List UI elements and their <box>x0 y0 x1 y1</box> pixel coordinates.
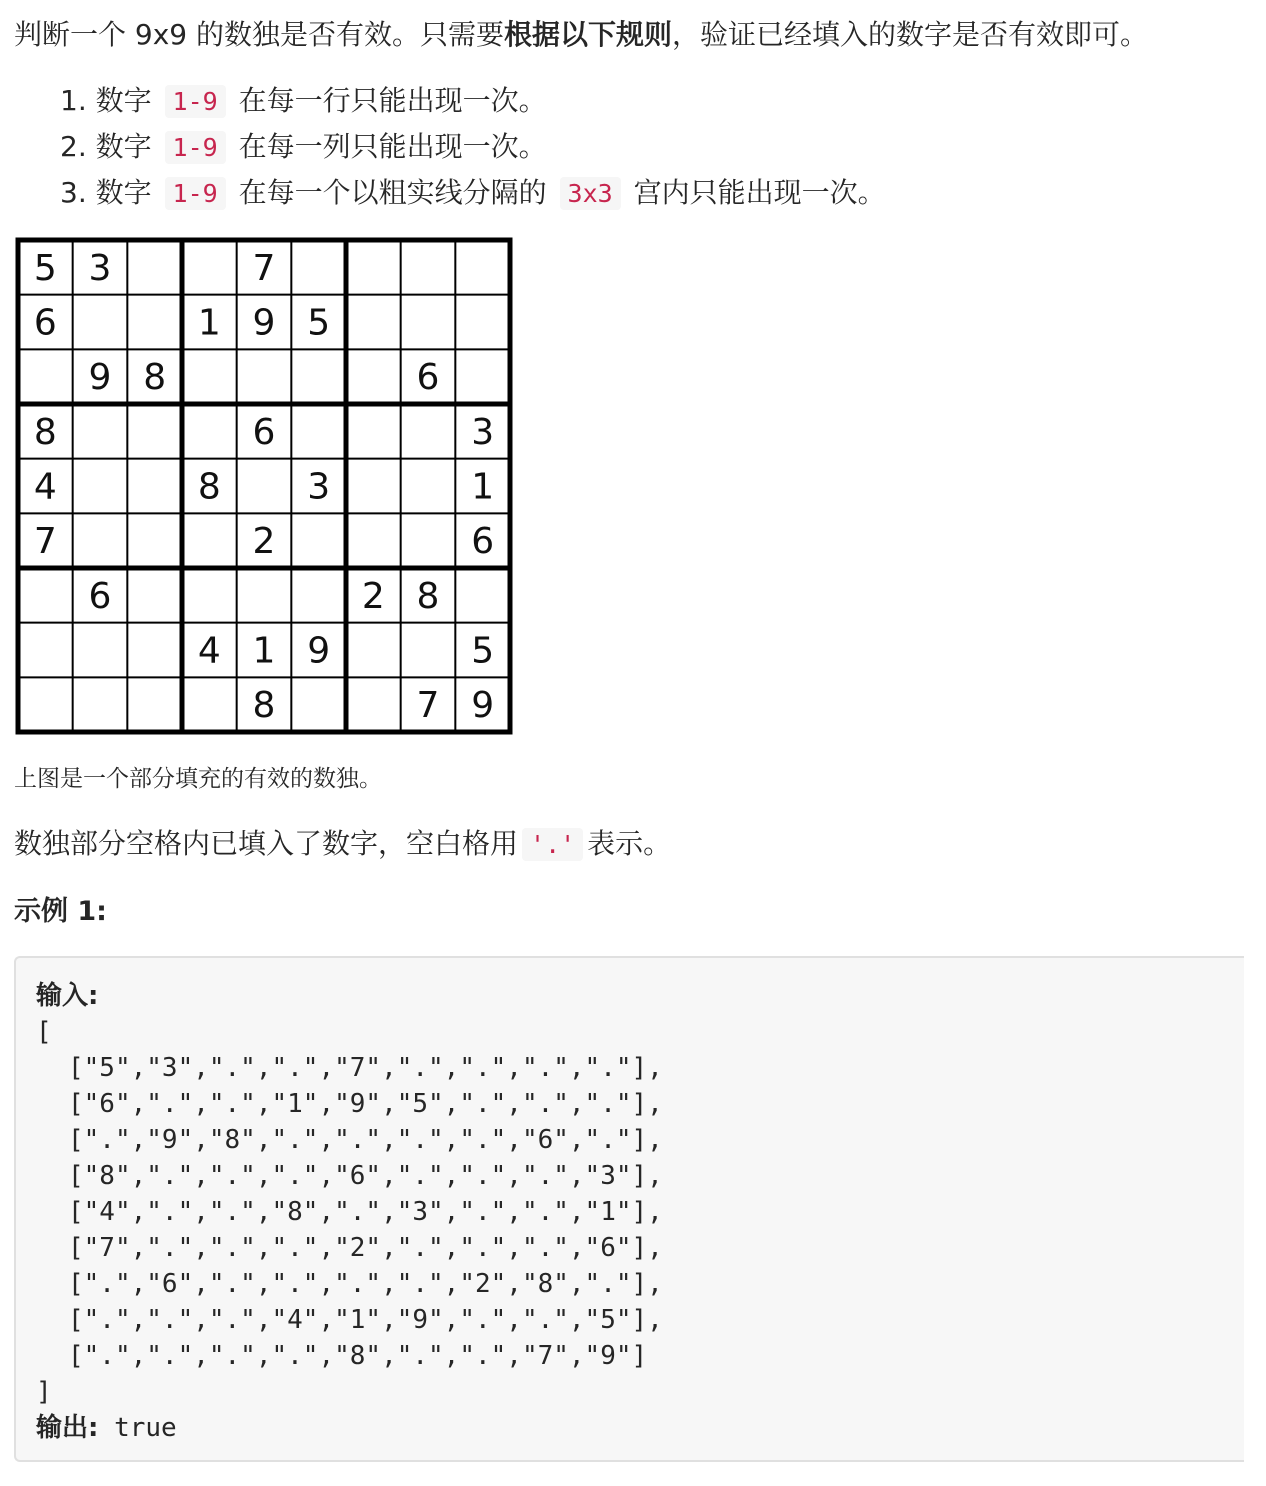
input-label: 输入: <box>36 981 99 1011</box>
sudoku-cell-digit: 3 <box>88 247 112 289</box>
output-label: 输出: <box>36 1413 99 1443</box>
sudoku-cell-digit: 8 <box>252 685 276 727</box>
example-row-line: [".",".",".","4","1","9",".",".","5"], <box>68 1305 663 1335</box>
sudoku-cell-digit: 1 <box>197 302 221 344</box>
sudoku-cell-digit: 3 <box>471 411 495 453</box>
sudoku-cell-digit: 2 <box>361 575 385 617</box>
rule-text: 数字 <box>95 130 152 163</box>
rule-number: 1. <box>60 84 87 117</box>
sudoku-cell-digit: 6 <box>471 521 495 563</box>
sudoku-cell-digit: 7 <box>416 685 440 727</box>
blank-cell-note <box>14 822 671 867</box>
rules-list <box>60 78 886 216</box>
sudoku-cell-digit: 9 <box>88 357 112 399</box>
sudoku-cell-digit: 6 <box>416 357 440 399</box>
sudoku-cell-digit: 5 <box>471 630 495 672</box>
sudoku-cell-digit: 2 <box>252 521 276 563</box>
inline-code: '.' <box>522 828 583 861</box>
sudoku-cell-digit: 6 <box>88 575 112 617</box>
problem-intro <box>14 14 1148 56</box>
rule-item <box>60 78 886 124</box>
sudoku-cell-digit: 9 <box>252 302 276 344</box>
sudoku-cell-digit: 5 <box>33 247 57 289</box>
example-row-line: [".","6",".",".",".",".","2","8","."], <box>68 1269 663 1299</box>
rule-number: 2. <box>60 130 87 163</box>
rule-item <box>60 124 886 170</box>
output-value: true <box>114 1413 177 1443</box>
sudoku-cell-digit: 9 <box>307 630 331 672</box>
example-row-line: ["8",".",".",".","6",".",".",".","3"], <box>68 1161 663 1191</box>
example-row-line: ["7",".",".",".","2",".",".",".","6"], <box>68 1233 663 1263</box>
inline-code: 1-9 <box>165 85 226 118</box>
close-bracket-line: ] <box>36 1377 52 1407</box>
inline-code: 1-9 <box>165 131 226 164</box>
sudoku-cell-digit: 7 <box>252 247 276 289</box>
note-text-after: 表示。 <box>587 827 672 860</box>
sudoku-board-image <box>14 236 514 736</box>
intro-bold-text: 根据以下规则 <box>504 18 673 51</box>
inline-code: 3x3 <box>560 177 621 210</box>
sudoku-cell-digit: 8 <box>33 411 57 453</box>
output-line <box>36 1410 1224 1446</box>
rule-text: 数字 <box>95 176 152 209</box>
image-caption: 上图是一个部分填充的有效的数独。 <box>14 766 382 792</box>
note-text-before: 数独部分空格内已填入了数字，空白格用 <box>14 827 519 860</box>
sudoku-board <box>14 236 514 736</box>
example-rows <box>36 1050 1224 1374</box>
intro-text-before: 判断一个 9x9 的数独是否有效。只需要 <box>14 18 505 51</box>
rule-number: 3. <box>60 176 87 209</box>
rule-text: 在每一列只能出现一次。 <box>238 130 547 163</box>
sudoku-cell-digit: 7 <box>33 521 57 563</box>
intro-text-after: ，验证已经填入的数字是否有效即可。 <box>672 18 1149 51</box>
rule-text: 在每一行只能出现一次。 <box>238 84 547 117</box>
inline-code: 1-9 <box>165 177 226 210</box>
sudoku-cell-digit: 8 <box>143 357 167 399</box>
example-row-line: [".",".",".",".","8",".",".","7","9"] <box>68 1341 648 1371</box>
sudoku-cell-digit: 6 <box>252 411 276 453</box>
sudoku-cell-digit: 4 <box>197 630 221 672</box>
example-row-line: ["4",".",".","8",".","3",".",".","1"], <box>68 1197 663 1227</box>
sudoku-cell-digit: 8 <box>416 575 440 617</box>
example-row-line: [".","9","8",".",".",".",".","6","."], <box>68 1125 663 1155</box>
sudoku-cell-digit: 4 <box>33 466 57 508</box>
sudoku-cell-digit: 3 <box>307 466 331 508</box>
rule-text: 数字 <box>95 84 152 117</box>
input-line <box>36 978 1224 1014</box>
example-code-block <box>14 956 1244 1462</box>
sudoku-cell-digit: 1 <box>252 630 276 672</box>
rule-item <box>60 170 886 216</box>
rule-text: 宫内只能出现一次。 <box>633 176 886 209</box>
sudoku-cell-digit: 9 <box>471 685 495 727</box>
example-row-line: ["5","3",".",".","7",".",".",".","."], <box>68 1053 663 1083</box>
example-title: 示例 1: <box>14 896 107 927</box>
rule-text: 在每一个以粗实线分隔的 <box>238 176 547 209</box>
open-bracket-line: [ <box>36 1017 52 1047</box>
sudoku-cell-digit: 1 <box>471 466 495 508</box>
sudoku-cell-digit: 8 <box>197 466 221 508</box>
example-row-line: ["6",".",".","1","9","5",".",".","."], <box>68 1089 663 1119</box>
sudoku-cell-digit: 6 <box>33 302 57 344</box>
sudoku-cell-digit: 5 <box>307 302 331 344</box>
